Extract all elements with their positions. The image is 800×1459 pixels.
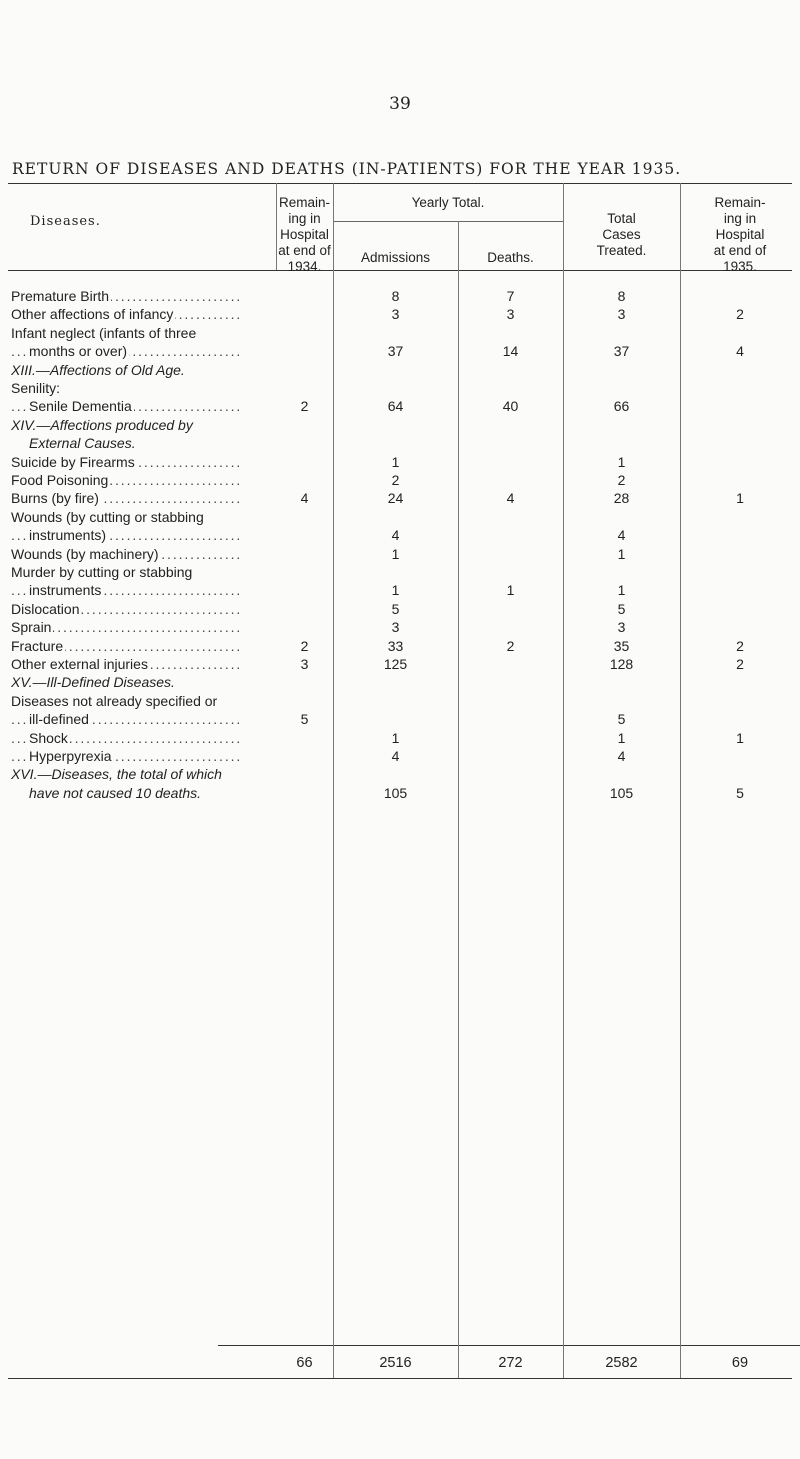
- cell-remaining-1934: 3: [300, 656, 309, 672]
- cell-remaining-1934: [276, 416, 333, 434]
- table-row: [0, 729, 800, 747]
- cell-deaths: [458, 765, 563, 783]
- cell-deaths: 40: [502, 398, 519, 415]
- cell-remaining-1935: [680, 581, 800, 599]
- cell-cases-treated: [563, 508, 680, 526]
- cell-remaining-1934: [276, 545, 333, 563]
- header-total-cases: Total Cases Treated.: [596, 211, 647, 258]
- bottom-rule: [8, 1378, 792, 1379]
- cell-deaths: [458, 434, 563, 452]
- disease-label: Senile Dementia . . .: [11, 397, 276, 415]
- cell-admissions: 4: [391, 527, 400, 544]
- table-row: [0, 305, 800, 323]
- cell-remaining-1934: [276, 729, 333, 747]
- disease-label: months or over) . . .: [11, 342, 276, 360]
- disease-label: Hyperpyrexia . . .: [11, 747, 276, 765]
- cell-deaths: [458, 600, 563, 618]
- cell-admissions: 1: [391, 729, 400, 746]
- cell-cases-treated: 35: [613, 637, 630, 654]
- cell-admissions: 5: [391, 600, 400, 617]
- cell-admissions: 125: [383, 656, 408, 672]
- cell-deaths: [458, 710, 563, 728]
- cell-remaining-1934: 2: [300, 398, 309, 415]
- cell-admissions: [333, 416, 458, 434]
- cell-deaths: [458, 379, 563, 397]
- cell-admissions: 37: [387, 343, 404, 360]
- table-row: [0, 434, 800, 452]
- cell-remaining-1934: [276, 361, 333, 379]
- disease-label: Murder by cutting or stabbing: [11, 564, 193, 580]
- disease-label: Diseases not already specified or: [11, 692, 218, 709]
- table-row: [0, 545, 800, 563]
- header-yearly-total: Yearly Total.: [411, 195, 485, 210]
- table-row: [0, 637, 800, 655]
- cell-deaths: [458, 618, 563, 636]
- cell-deaths: 3: [506, 306, 515, 323]
- cell-cases-treated: 2: [617, 472, 626, 488]
- disease-label: Sprain . . .: [11, 618, 276, 636]
- header-remaining-1934: Remain- ing in Hospital at end of 1934.: [278, 195, 331, 274]
- cell-remaining-1935: [680, 434, 800, 452]
- disease-label: have not caused 10 deaths.: [29, 784, 202, 801]
- cell-remaining-1934: 4: [300, 490, 309, 507]
- cell-cases-treated: 3: [617, 306, 626, 323]
- cell-admissions: [333, 673, 458, 691]
- cell-remaining-1935: [680, 379, 800, 397]
- cell-deaths: [458, 673, 563, 691]
- cell-cases-treated: 5: [617, 600, 626, 617]
- disease-label: XIV.—Affections produced by: [11, 416, 193, 433]
- disease-label: External Causes.: [29, 435, 136, 452]
- cell-admissions: [333, 563, 458, 581]
- cell-admissions: [333, 434, 458, 452]
- table-heading: RETURN OF DISEASES AND DEATHS (IN-PATIENTS) FOR THE YEAR 1935.: [12, 160, 682, 178]
- cell-remaining-1935: [680, 453, 800, 471]
- cell-deaths: [458, 747, 563, 765]
- cell-deaths: [458, 324, 563, 342]
- cell-cases-treated: [563, 379, 680, 397]
- cell-deaths: [458, 508, 563, 526]
- cell-cases-treated: [563, 416, 680, 434]
- table-row: [0, 342, 800, 360]
- disease-label: XV.—Ill-Defined Diseases.: [11, 674, 175, 691]
- cell-remaining-1935: [680, 361, 800, 379]
- cell-deaths: 2: [506, 637, 515, 654]
- disease-label: ill-defined . . .: [11, 710, 276, 728]
- cell-cases-treated: 1: [617, 582, 626, 599]
- cell-remaining-1935: [680, 545, 800, 563]
- table-row: [0, 765, 800, 783]
- header-diseases: Diseases.: [30, 214, 101, 229]
- table-row: [0, 471, 800, 489]
- cell-remaining-1934: [276, 434, 333, 452]
- cell-remaining-1934: [276, 526, 333, 544]
- cell-cases-treated: 1: [617, 453, 626, 470]
- disease-label: Other affections of infancy . . .: [11, 305, 276, 323]
- cell-remaining-1934: [276, 600, 333, 618]
- table-row: [0, 655, 800, 673]
- cell-admissions: 1: [391, 545, 400, 562]
- total-admissions: 2516: [379, 1355, 412, 1371]
- cell-admissions: 64: [387, 398, 404, 415]
- table-row: [0, 600, 800, 618]
- cell-remaining-1935: [680, 747, 800, 765]
- disease-label: Other external injuries . . .: [11, 655, 276, 673]
- cell-deaths: 1: [506, 582, 515, 599]
- cell-remaining-1934: [276, 305, 333, 323]
- disease-label: instruments . . .: [11, 581, 276, 599]
- cell-cases-treated: 5: [617, 711, 626, 728]
- table-row: [0, 526, 800, 544]
- table-row: [0, 692, 800, 710]
- cell-admissions: 33: [387, 637, 404, 654]
- table-row: [0, 710, 800, 728]
- disease-label: Suicide by Firearms . . .: [11, 453, 276, 471]
- cell-admissions: 1: [391, 582, 400, 599]
- cell-remaining-1935: 1: [736, 729, 744, 746]
- cell-deaths: [458, 416, 563, 434]
- cell-remaining-1935: 2: [736, 656, 744, 672]
- cell-remaining-1935: [680, 692, 800, 710]
- cell-remaining-1935: [680, 600, 800, 618]
- disease-label: Wounds (by machinery) . . .: [11, 545, 276, 563]
- table-row: [0, 489, 800, 507]
- disease-label: Fracture . . .: [11, 637, 276, 655]
- cell-remaining-1934: [276, 784, 333, 802]
- cell-remaining-1934: [276, 287, 333, 305]
- cell-remaining-1935: [680, 710, 800, 728]
- cell-remaining-1934: [276, 692, 333, 710]
- cell-admissions: 24: [387, 490, 404, 507]
- cell-admissions: 3: [391, 619, 400, 636]
- cell-cases-treated: 1: [617, 545, 626, 562]
- table-row: [0, 508, 800, 526]
- cell-cases-treated: 105: [609, 784, 634, 801]
- cell-deaths: [458, 453, 563, 471]
- table-row: [0, 397, 800, 415]
- cell-remaining-1935: 4: [736, 343, 744, 360]
- cell-admissions: 3: [391, 306, 400, 323]
- cell-admissions: 4: [391, 748, 400, 764]
- cell-remaining-1935: [680, 526, 800, 544]
- disease-label: instruments) . . .: [11, 526, 276, 544]
- cell-deaths: [458, 729, 563, 747]
- total-remaining-1935: 69: [731, 1355, 749, 1371]
- cell-remaining-1934: 5: [300, 711, 309, 728]
- cell-admissions: [333, 379, 458, 397]
- header-bottom-rule: [8, 270, 792, 271]
- cell-remaining-1935: 1: [736, 490, 744, 507]
- disease-label: XIII.—Affections of Old Age.: [11, 361, 185, 378]
- cell-remaining-1935: 5: [736, 784, 744, 801]
- cell-deaths: [458, 692, 563, 710]
- cell-remaining-1935: [680, 563, 800, 581]
- disease-label: Shock . . .: [11, 729, 276, 747]
- cell-remaining-1934: 2: [300, 637, 309, 654]
- cell-remaining-1935: [680, 471, 800, 489]
- disease-label: Senility:: [11, 380, 61, 396]
- cell-remaining-1934: [276, 563, 333, 581]
- totals-row: [0, 1354, 800, 1372]
- table-row: [0, 379, 800, 397]
- cell-deaths: 14: [502, 343, 519, 360]
- table-row: [0, 453, 800, 471]
- disease-label: Premature Birth . . .: [11, 287, 276, 305]
- cell-remaining-1935: [680, 324, 800, 342]
- cell-remaining-1934: [276, 618, 333, 636]
- disease-label: Burns (by fire) . . .: [11, 489, 276, 507]
- cell-remaining-1935: [680, 508, 800, 526]
- cell-remaining-1934: [276, 379, 333, 397]
- header-admissions: Admissions: [360, 250, 431, 265]
- total-deaths: 272: [498, 1355, 523, 1371]
- table-row: [0, 747, 800, 765]
- cell-deaths: [458, 563, 563, 581]
- cell-admissions: [333, 361, 458, 379]
- cell-remaining-1935: [680, 416, 800, 434]
- cell-remaining-1935: [680, 287, 800, 305]
- cell-cases-treated: 37: [613, 343, 630, 360]
- disease-label: Food Poisoning . . .: [11, 471, 276, 489]
- cell-deaths: 7: [506, 288, 515, 304]
- cell-remaining-1934: [276, 471, 333, 489]
- totals-top-rule: [218, 1345, 800, 1346]
- table-row: [0, 361, 800, 379]
- cell-admissions: 1: [391, 453, 400, 470]
- cell-deaths: [458, 655, 563, 673]
- cell-cases-treated: [563, 324, 680, 342]
- cell-cases-treated: 28: [613, 490, 630, 507]
- table-row: [0, 416, 800, 434]
- cell-admissions: 8: [391, 288, 400, 304]
- cell-cases-treated: 3: [617, 619, 626, 636]
- cell-admissions: [333, 765, 458, 783]
- top-rule: [8, 183, 792, 184]
- cell-deaths: [458, 545, 563, 563]
- cell-remaining-1935: 2: [736, 306, 744, 323]
- cell-remaining-1934: [276, 324, 333, 342]
- cell-cases-treated: [563, 563, 680, 581]
- table-row: [0, 673, 800, 691]
- table-row: [0, 324, 800, 342]
- cell-deaths: 4: [506, 490, 515, 507]
- disease-label: XVI.—Diseases, the total of which: [11, 766, 222, 783]
- cell-cases-treated: 128: [609, 656, 634, 672]
- cell-deaths: [458, 784, 563, 802]
- cell-remaining-1935: 2: [736, 637, 744, 654]
- page-number: 39: [389, 94, 411, 114]
- cell-deaths: [458, 526, 563, 544]
- cell-cases-treated: [563, 692, 680, 710]
- table-row: [0, 618, 800, 636]
- cell-admissions: 2: [391, 472, 400, 488]
- header-deaths: Deaths.: [487, 250, 534, 265]
- cell-cases-treated: 8: [617, 288, 626, 304]
- cell-cases-treated: 1: [617, 729, 626, 746]
- table-row: [0, 563, 800, 581]
- cell-remaining-1934: [276, 508, 333, 526]
- cell-admissions: [333, 692, 458, 710]
- cell-deaths: [458, 361, 563, 379]
- cell-cases-treated: 66: [613, 398, 630, 415]
- cell-admissions: [333, 508, 458, 526]
- cell-remaining-1934: [276, 453, 333, 471]
- cell-remaining-1934: [276, 673, 333, 691]
- cell-remaining-1934: [276, 747, 333, 765]
- table-row: [0, 784, 800, 802]
- cell-deaths: [458, 471, 563, 489]
- cell-cases-treated: [563, 361, 680, 379]
- disease-label: Infant neglect (infants of three: [11, 324, 197, 341]
- header-remaining-1935: Remain- ing in Hospital at end of 1935.: [713, 195, 767, 274]
- disease-label: Wounds (by cutting or stabbing: [11, 508, 204, 525]
- cell-cases-treated: 4: [617, 748, 626, 764]
- cell-cases-treated: [563, 673, 680, 691]
- total-remaining-1934: 66: [296, 1355, 313, 1371]
- cell-cases-treated: 4: [617, 527, 626, 544]
- cell-admissions: [333, 710, 458, 728]
- cell-remaining-1934: [276, 342, 333, 360]
- cell-cases-treated: [563, 434, 680, 452]
- cell-remaining-1935: [680, 618, 800, 636]
- table-row: [0, 581, 800, 599]
- cell-remaining-1935: [680, 673, 800, 691]
- cell-remaining-1935: [680, 397, 800, 415]
- cell-cases-treated: [563, 765, 680, 783]
- disease-label: Dislocation . . .: [11, 600, 276, 618]
- cell-remaining-1934: [276, 765, 333, 783]
- cell-remaining-1935: [680, 765, 800, 783]
- cell-admissions: [333, 324, 458, 342]
- yearly-total-subrule: [333, 221, 563, 222]
- table-row: [0, 287, 800, 305]
- total-cases-treated: 2582: [605, 1355, 638, 1371]
- cell-remaining-1934: [276, 581, 333, 599]
- cell-admissions: 105: [383, 784, 408, 801]
